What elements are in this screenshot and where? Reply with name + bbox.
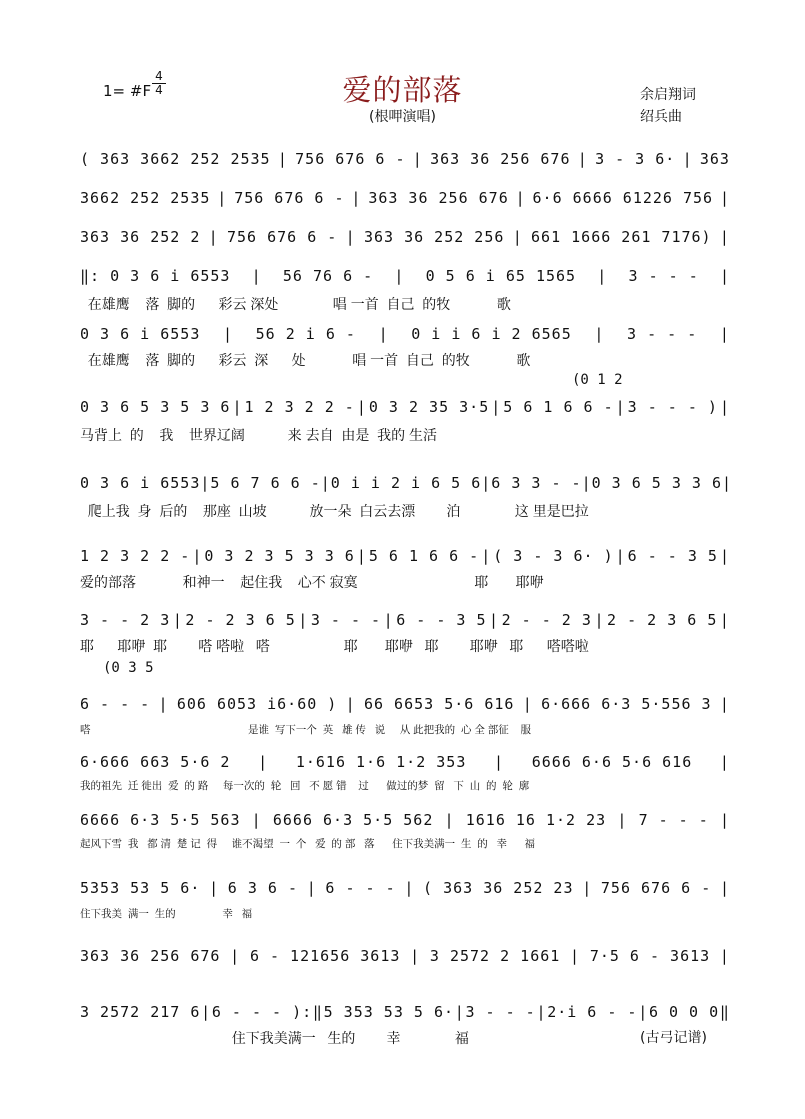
bar-line: |: [251, 811, 262, 829]
lyric-line: 住下我美满一 生的 幸 福: [80, 1030, 469, 1046]
bar-line: |: [491, 398, 502, 416]
measure: 0 i i 2 i 6 5 6: [330, 474, 482, 492]
bar-line: |: [597, 267, 608, 285]
bar-line: ‖: [719, 1003, 730, 1021]
measure: 363 36 252 256: [363, 228, 505, 246]
measure: 3 - 3 6·: [595, 150, 676, 168]
measure: 6 - - -: [325, 879, 396, 897]
bar-line: |: [230, 947, 241, 965]
bar-line: |: [158, 695, 169, 713]
song-subtitle: (根呷演唱): [369, 109, 436, 125]
measure: 56 2 i 6 -: [255, 325, 356, 343]
measure: 6666 6·3 5·5 563: [80, 811, 241, 829]
measure: 0 3 6 i 6553: [80, 474, 201, 492]
measure: 363 36 256 676: [368, 189, 509, 207]
notation-line: [80, 322, 730, 346]
lyric-line: 住下我美 满一 生的 幸 福: [80, 908, 253, 920]
bar-line: |: [320, 474, 331, 492]
lyric-line: 在雄鹰 落 脚的 彩云 深处 唱 一首 自己 的牧 歌: [80, 296, 511, 312]
measure: 2 - 2 3 6 5: [185, 611, 296, 629]
bar-line: |: [577, 150, 588, 168]
notation-line: [80, 147, 730, 171]
measure: 66 6653 5·6 616: [363, 695, 515, 713]
notation-line: [80, 608, 730, 632]
measure: 5 353 53 5 6·: [323, 1003, 455, 1021]
bar-line: |: [217, 189, 228, 207]
measure: 6666 6·6 5·6 616: [531, 753, 693, 771]
notation-line: [80, 225, 730, 249]
measure: 6 - - -: [80, 695, 151, 713]
bar-line: |: [454, 1003, 465, 1021]
bar-line: |: [481, 547, 492, 565]
measure: 3 - - -: [627, 325, 698, 343]
bar-line: |: [306, 879, 317, 897]
bar-line: |: [594, 611, 605, 629]
bar-line: |: [719, 611, 730, 629]
measure: 756 676 6 -: [295, 150, 406, 168]
bar-line: |: [209, 879, 220, 897]
bar-line: |: [719, 947, 730, 965]
measure: 756 676 6 -: [227, 228, 338, 246]
measure: 0 3 2 35 3·5: [368, 398, 490, 416]
notation-line: [80, 186, 730, 210]
bar-line: |: [172, 611, 183, 629]
measure: 6·666 6·3 5·556 3: [541, 695, 712, 713]
measure: 363 36 256 676: [80, 947, 221, 965]
measure: 6 3 6 -: [227, 879, 298, 897]
notation-line: [80, 544, 730, 568]
measure: 1616 16 1·2 23: [465, 811, 607, 829]
bar-line: |: [489, 611, 500, 629]
measure: 363: [699, 150, 730, 168]
notation-line: [80, 471, 733, 495]
lyric-line: 马背上 的 我 世界辽阔 来 去自 由是 我的 生活: [80, 427, 438, 443]
bar-line: |: [208, 228, 219, 246]
measure: 6 - - - ):: [211, 1003, 313, 1021]
measure: 56 76 6 -: [282, 267, 374, 285]
bar-line: |: [638, 1003, 649, 1021]
measure: 363 36 252 2: [80, 228, 201, 246]
composer-credit: 绍兵曲: [640, 109, 682, 125]
measure: 6666 6·3 5·5 562: [272, 811, 434, 829]
bar-line: |: [515, 189, 526, 207]
bar-line: |: [719, 695, 730, 713]
measure: 6 - - 3 5: [396, 611, 487, 629]
bar-line: |: [536, 1003, 547, 1021]
lyric-line: 爬上我 身 后的 那座 山坡 放一朵 白云去漂 泊 这 里是巴拉: [80, 503, 589, 519]
measure: 2 - - 2 3: [501, 611, 592, 629]
notation-line: [80, 750, 730, 774]
notation-line: [80, 1000, 730, 1024]
song-title: 爱的部落: [342, 73, 463, 107]
measure: 3 - - 2 3: [80, 611, 171, 629]
bar-line: |: [615, 398, 626, 416]
bar-line: |: [682, 150, 693, 168]
notation-line: [80, 692, 730, 716]
bar-line: |: [258, 753, 269, 771]
bar-line: |: [345, 228, 356, 246]
measure: 7 - - -: [638, 811, 709, 829]
bar-line: |: [251, 267, 262, 285]
bar-line: |: [617, 811, 628, 829]
measure: 756 676 6 -: [600, 879, 712, 897]
bar-line: |: [404, 879, 415, 897]
bar-line: |: [719, 547, 730, 565]
bar-line: |: [719, 879, 730, 897]
measure: 3 2572 217 6: [80, 1003, 201, 1021]
measure: ( 3 - 3 6· ): [493, 547, 614, 565]
measure: 1 2 3 2 2 -: [80, 547, 191, 565]
bar-line: |: [345, 695, 356, 713]
measure: 3 - - -: [628, 267, 699, 285]
bar-line: |: [394, 267, 405, 285]
measure: 3 2572 2 1661: [429, 947, 561, 965]
bar-line: |: [383, 611, 394, 629]
transcriber-credit: (古弓记谱): [640, 1030, 707, 1046]
bar-line: |: [582, 879, 593, 897]
meter-top: 4: [152, 70, 166, 84]
measure: 756 676 6 -: [234, 189, 345, 207]
bar-line: |: [719, 325, 730, 343]
bar-line: |: [410, 947, 421, 965]
measure: 0 3 6 i 6553: [80, 325, 201, 343]
notation-line: [80, 264, 730, 288]
key-signature: 1= #F: [103, 82, 152, 100]
measure: 2·i 6 - -: [547, 1003, 638, 1021]
bar-line: |: [481, 474, 492, 492]
bar-line: |: [356, 547, 367, 565]
meter-bottom: 4: [155, 83, 163, 97]
lyric-line: 耶 耶咿 耶 嗒 嗒啦 嗒 耶 耶咿 耶 耶咿 耶 嗒嗒啦: [80, 638, 589, 654]
measure: 7·5 6 - 3613: [589, 947, 711, 965]
lyric-line: 起风下雪 我 都 清 楚 记 得 谁不渴望 一 个 爱 的 部 落 住下我美满一 生 的 幸 福: [80, 838, 536, 850]
bar-line: |: [719, 228, 730, 246]
bar-line: |: [522, 695, 533, 713]
lyric-line: 嗒 是谁 写下一个 英 雄 传 说 从 此把我的 心 全 部征 服: [80, 724, 531, 736]
measure: 5 6 1 6 6 -: [368, 547, 480, 565]
pickup-note-2: (0 3 5: [103, 660, 154, 676]
measure: 0 3 2 3 5 3 3 6: [204, 547, 355, 565]
lyricist-credit: 余启翔词: [640, 87, 696, 103]
measure: 3 - - -: [310, 611, 382, 629]
measure: 2 - 2 3 6 5: [607, 611, 718, 629]
bar-line: |: [594, 325, 605, 343]
measure: 1·616 1·6 1·2 353: [295, 753, 467, 771]
measure: 5 6 1 6 6 -: [503, 398, 614, 416]
measure: 3 - - - ): [627, 398, 718, 416]
measure: 0 i i 6 i 2 6565: [411, 325, 572, 343]
bar-line: |: [512, 228, 523, 246]
bar-line: |: [223, 325, 234, 343]
measure: 5353 53 5 6·: [80, 879, 201, 897]
measure: 6 - - 3 5: [627, 547, 718, 565]
bar-line: |: [719, 267, 730, 285]
measure: 6 3 3 - -: [491, 474, 582, 492]
measure: ‖: 0 3 6 i 6553: [80, 267, 231, 285]
lyric-line: 我的祖先 迁 徙出 爱 的 路 每一次的 轮 回 不 愿 错 过 做过的梦 留 下 山 的 轮 廓: [80, 780, 530, 792]
measure: 0 5 6 i 65 1565: [425, 267, 577, 285]
bar-line: ‖: [312, 1003, 323, 1021]
measure: 1 2 3 2 2 -: [244, 398, 355, 416]
measure: 3 - - -: [465, 1003, 536, 1021]
measure: 0 3 6 5 3 5 3 6: [80, 398, 231, 416]
measure: 6·6 6666 61226 756: [532, 189, 714, 207]
lyric-line: 爱的部落 和神一 起住我 心不 寂寞 耶 耶咿: [80, 574, 544, 590]
measure: 6·666 663 5·6 2: [80, 753, 231, 771]
measure: ( 363 3662 252 2535: [80, 150, 271, 168]
bar-line: |: [232, 398, 243, 416]
pickup-note-1: (0 1 2: [572, 372, 623, 388]
bar-line: |: [200, 474, 211, 492]
bar-line: |: [298, 611, 309, 629]
bar-line: |: [719, 398, 730, 416]
bar-line: |: [615, 547, 626, 565]
bar-line: |: [570, 947, 581, 965]
measure: 0 3 6 5 3 3 6: [591, 474, 722, 492]
measure: 6 - 121656 3613: [249, 947, 401, 965]
notation-line: [80, 944, 730, 968]
bar-line: |: [277, 150, 288, 168]
bar-line: |: [444, 811, 455, 829]
bar-line: |: [494, 753, 505, 771]
measure: 6 0 0 0: [648, 1003, 720, 1021]
bar-line: |: [412, 150, 423, 168]
bar-line: |: [378, 325, 389, 343]
measure: 661 1666 261 7176): [531, 228, 712, 246]
measure: 363 36 256 676: [430, 150, 571, 168]
notation-line: [80, 395, 730, 419]
bar-line: |: [722, 474, 733, 492]
notation-line: [80, 808, 730, 832]
bar-line: |: [581, 474, 592, 492]
bar-line: |: [356, 398, 367, 416]
measure: 606 6053 i6·60 ): [176, 695, 338, 713]
measure: ( 363 36 252 23: [423, 879, 574, 897]
bar-line: |: [719, 811, 730, 829]
bar-line: |: [351, 189, 362, 207]
notation-line: [80, 876, 730, 900]
measure: 3662 252 2535: [80, 189, 211, 207]
bar-line: |: [201, 1003, 212, 1021]
bar-line: |: [192, 547, 203, 565]
measure: 5 6 7 6 6 -: [210, 474, 321, 492]
time-signature: [152, 70, 166, 97]
bar-line: |: [719, 753, 730, 771]
bar-line: |: [719, 189, 730, 207]
lyric-line: 在雄鹰 落 脚的 彩云 深 处 唱 一首 自己 的牧 歌: [80, 352, 531, 368]
